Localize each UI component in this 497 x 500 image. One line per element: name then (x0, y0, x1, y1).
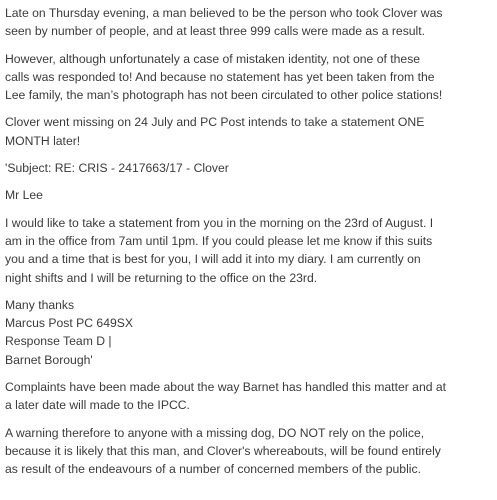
paragraph-warning (5, 424, 493, 479)
text-line: because it is likely that this man, and Clover's whereabouts, will be found entirely (5, 443, 441, 458)
paragraph-mistaken-identity (5, 50, 493, 105)
text-line: a later date will made to the IPCC. (5, 398, 190, 413)
text-line: am in the office from 7am until 1pm. If you could please let me know if this suits (5, 233, 433, 248)
text-line: Clover went missing on 24 July and PC Post intends to take a statement ONE (5, 115, 425, 130)
text-line: A warning therefore to anyone with a missing dog, DO NOT rely on the police, (5, 425, 425, 440)
email-signature (5, 296, 493, 369)
text-line: Response Team D | (5, 334, 112, 349)
text-line: Barnet Borough' (5, 352, 93, 367)
article-body (5, 4, 493, 488)
email-subject (5, 159, 493, 177)
text-line: Many thanks (5, 297, 75, 312)
text-line: Late on Thursday evening, a man believed to be the person who took Clover was (5, 6, 443, 20)
paragraph-missing-date (5, 113, 493, 150)
text-line: However, although unfortunately a case of mistaken identity, not one of these (5, 51, 421, 66)
text-line: Mr Lee (5, 188, 43, 203)
paragraph-complaints (5, 378, 493, 415)
text-line: I would like to take a statement from you in the morning on the 23rd of August. I (5, 215, 434, 230)
text-line: Complaints have been made about the way Barnet has handled this matter and at (5, 380, 447, 395)
text-line: calls was responded to! And because no statement has yet been taken from the (5, 69, 435, 84)
text-line: Lee family, the man’s photograph has not been circulated to other police stations! (5, 88, 443, 103)
email-body (5, 214, 493, 287)
paragraph-sighting (5, 4, 493, 41)
text-line: seen by number of people, and at least three 999 calls were made as a result. (5, 24, 426, 39)
text-line: Marcus Post PC 649SX (5, 316, 134, 331)
email-salutation (5, 186, 493, 204)
text-line: you and a time that is best for you, I will add it into my diary. I am currently on (5, 252, 421, 267)
text-line: 'Subject: RE: CRIS - 2417663/17 - Clover (5, 161, 229, 176)
text-line: MONTH later! (5, 133, 81, 148)
text-line: night shifts and I will be returning to the office on the 23rd. (5, 270, 318, 285)
text-line: as result of the endeavours of a number of concerned members of the public. (5, 462, 421, 477)
